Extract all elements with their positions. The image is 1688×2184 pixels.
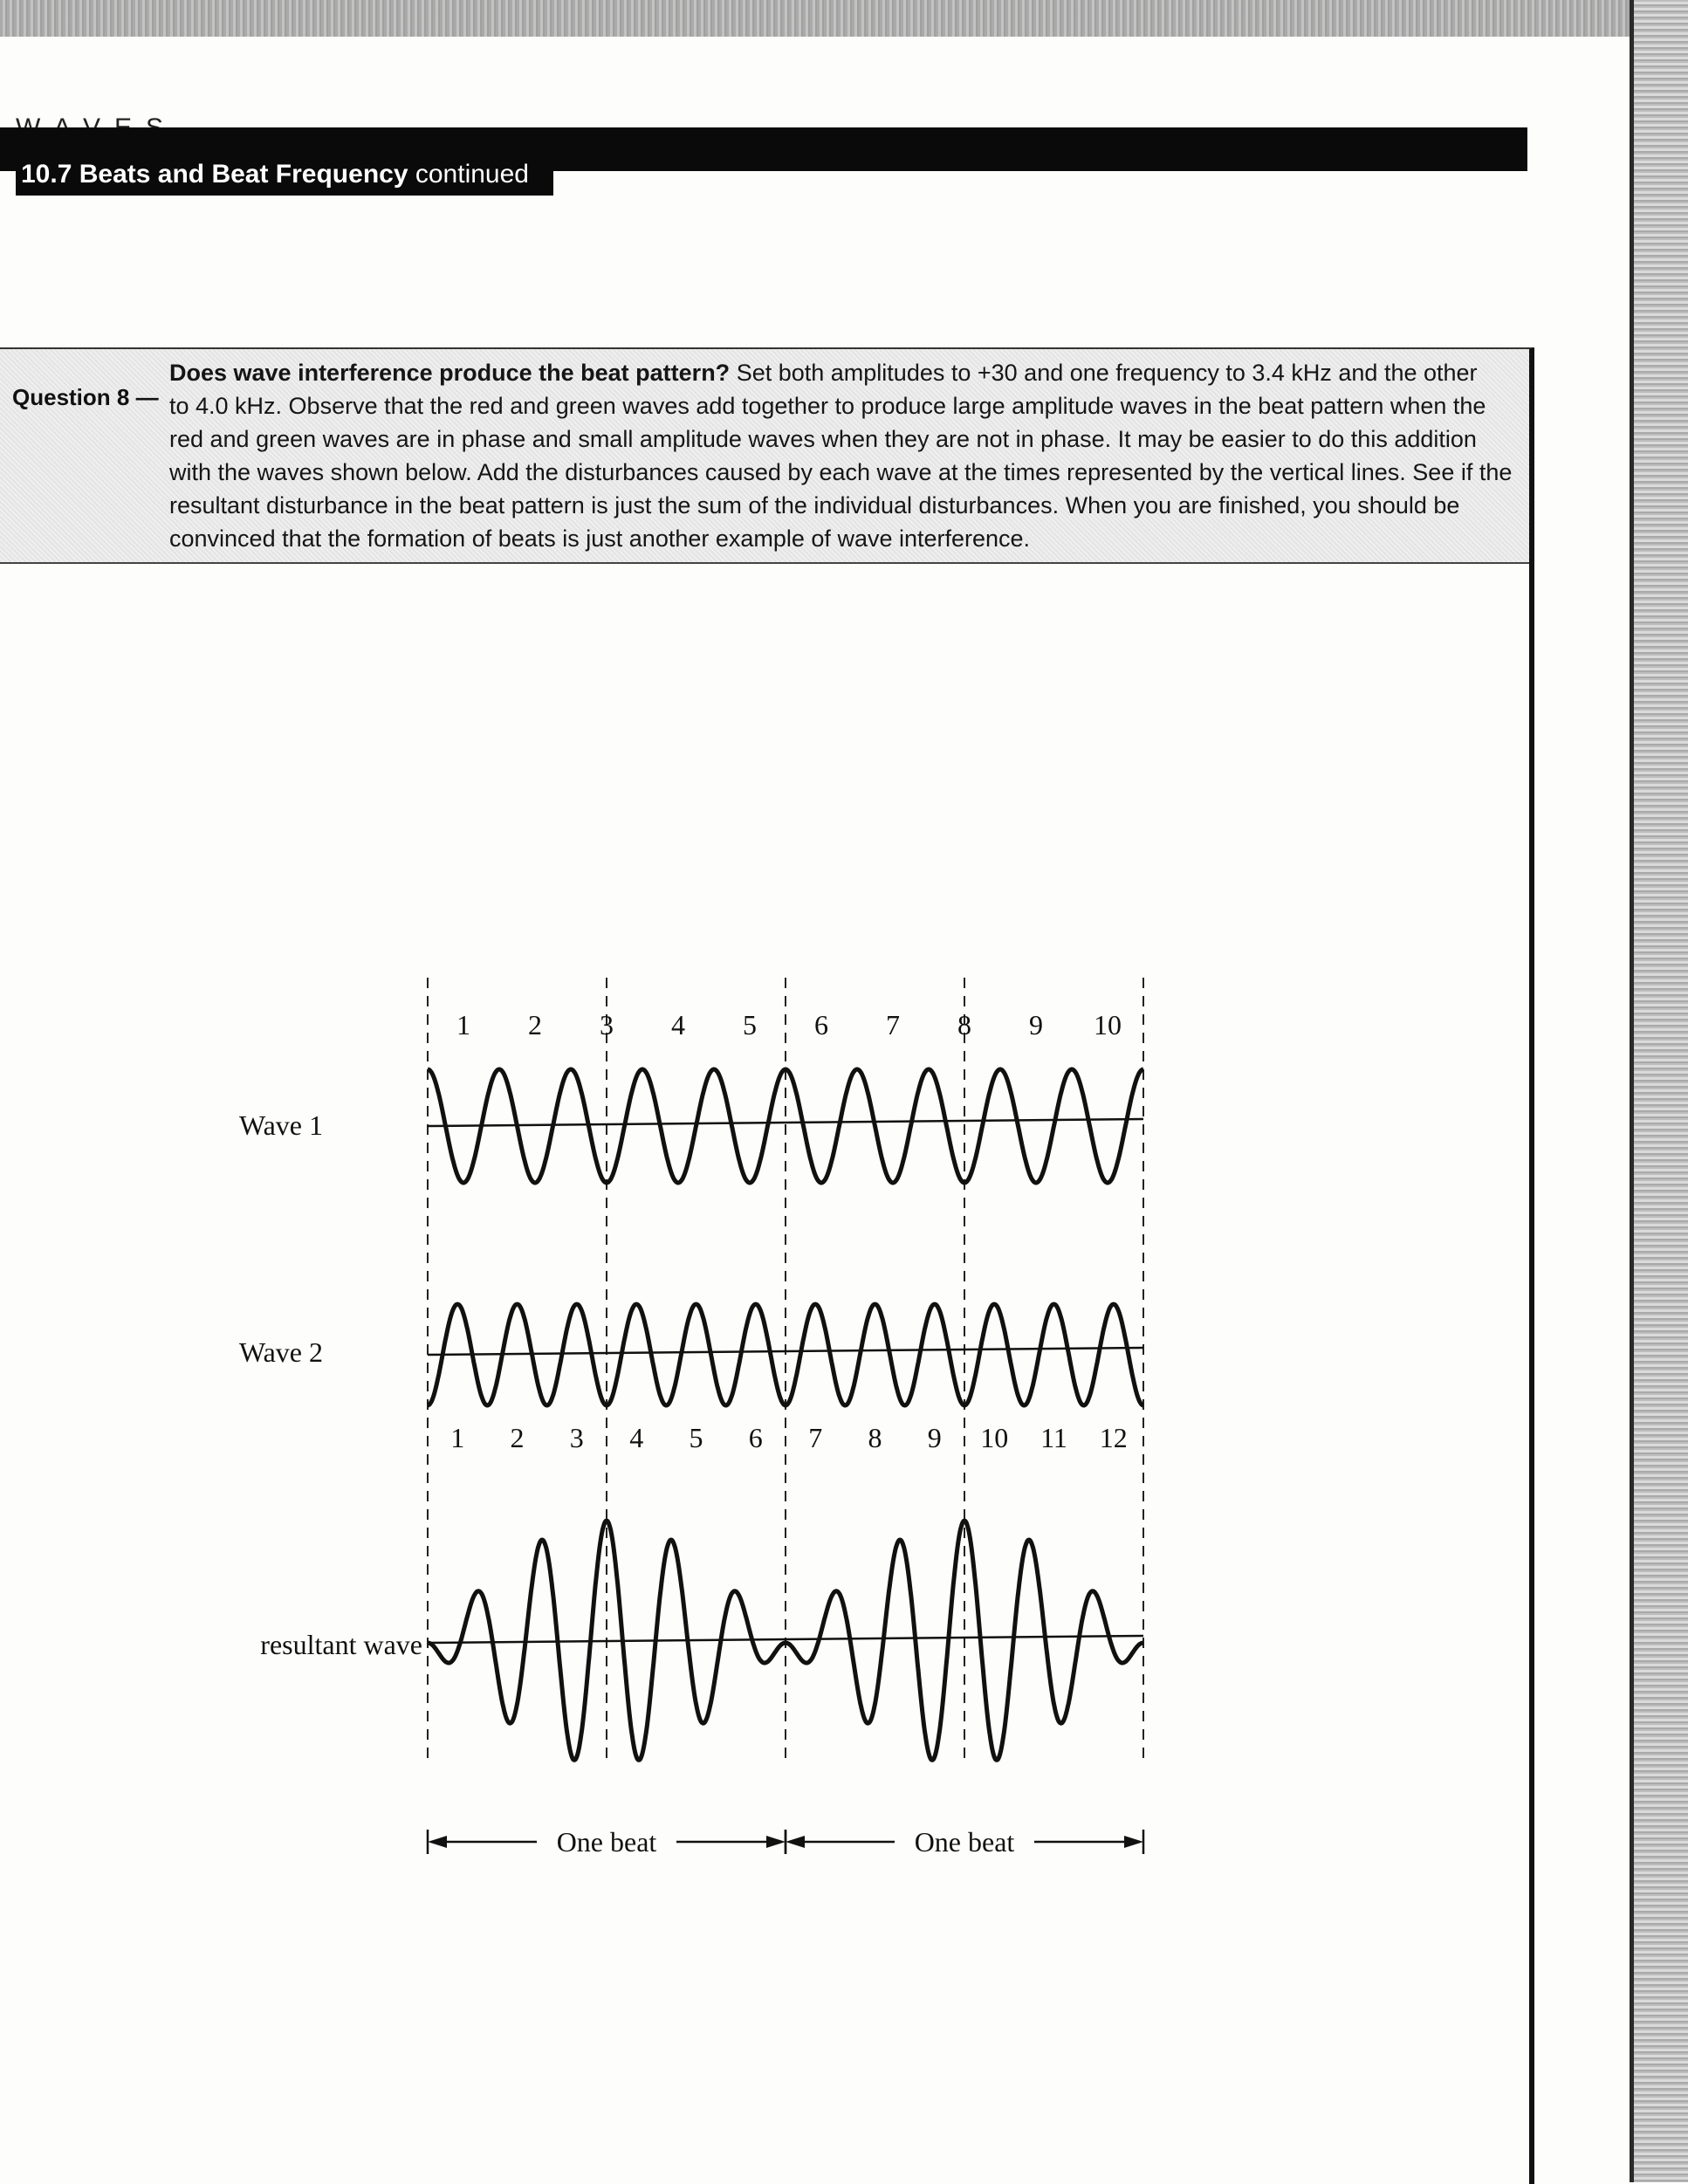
wave2-trough-label-8: 8	[868, 1422, 882, 1453]
beat-2-arrow-right	[1124, 1836, 1143, 1848]
beat-1-arrow-left	[428, 1836, 447, 1848]
beats-diagram	[209, 951, 1187, 1894]
wave1-peak-label-5: 5	[743, 1009, 757, 1040]
wave1-peak-label-1: 1	[456, 1009, 470, 1040]
wave2-trough-label-10: 10	[980, 1422, 1009, 1453]
page-title-text: 10.7 Beats and Beat Frequency	[21, 160, 408, 189]
question-line-4: with the waves shown below. Add the disturbances caused by each wave at the times represented by the vertical lines. See if the	[169, 459, 1513, 485]
wave2-trough-label-3: 3	[569, 1422, 584, 1453]
resultant-label: resultant wave	[260, 1629, 422, 1660]
page-title	[16, 155, 553, 196]
beat-2-arrow-left	[786, 1836, 805, 1848]
wave2-label: Wave 2	[238, 1336, 323, 1368]
scan-page-edge	[1630, 0, 1634, 2182]
wave1-peak-label-10: 10	[1094, 1009, 1122, 1040]
wave1-peak-label-4: 4	[671, 1009, 685, 1040]
wave2-trough-labels	[450, 1422, 1128, 1453]
wave1-peak-label-6: 6	[814, 1009, 828, 1040]
wave1-peak-label-8: 8	[957, 1009, 971, 1040]
wave2-trough-label-12: 12	[1099, 1422, 1128, 1453]
wave1-peak-label-7: 7	[886, 1009, 900, 1040]
wave1-peak-label-2: 2	[528, 1009, 542, 1040]
beat-markers	[428, 1826, 1143, 1858]
wave2-trough-label-4: 4	[629, 1422, 644, 1453]
wave-labels	[239, 1109, 422, 1660]
wave2-trough-label-2: 2	[510, 1422, 525, 1453]
wave1-peak-label-3: 3	[600, 1009, 614, 1040]
wave2-trough-label-5: 5	[689, 1422, 703, 1453]
scan-top-edge	[0, 0, 1688, 37]
question-text	[169, 356, 1527, 555]
question-line-5: resultant disturbance in the beat pattern is just the sum of the individual disturbances. When you are finished, you should be	[169, 492, 1460, 519]
question-line-1-rest: Set both amplitudes to +30 and one frequency to 3.4 kHz and the other	[736, 360, 1478, 386]
wave2-trough-label-11: 11	[1040, 1422, 1067, 1453]
page-title-continued: continued	[415, 160, 529, 189]
beat-1-arrow-right	[766, 1836, 786, 1848]
wave1-peak-labels	[456, 1009, 1122, 1040]
beat-2-label: One beat	[914, 1826, 1015, 1858]
beat-1-label: One beat	[556, 1826, 657, 1858]
wave2-trough-label-7: 7	[808, 1422, 823, 1453]
wave2-trough-label-6: 6	[748, 1422, 763, 1453]
scan-right-shadow	[1634, 0, 1688, 2182]
question-label: Question 8 —	[12, 384, 159, 410]
wave2-trough-label-1: 1	[450, 1422, 465, 1453]
question-lead: Does wave interference produce the beat pattern?	[169, 360, 731, 386]
question-line-6: convinced that the formation of beats is just another example of wave interference.	[169, 525, 1031, 552]
question-line-2: to 4.0 kHz. Observe that the red and green waves add together to produce large amplitude waves in the beat pattern when the	[169, 393, 1486, 419]
wave1-peak-label-9: 9	[1029, 1009, 1043, 1040]
wave1-label: Wave 1	[238, 1109, 323, 1141]
wave2-trough-label-9: 9	[927, 1422, 942, 1453]
question-line-1	[169, 356, 1527, 389]
question-line-3: red and green waves are in phase and small amplitude waves when they are not in phase. It may be easier to do this addition	[169, 426, 1477, 452]
